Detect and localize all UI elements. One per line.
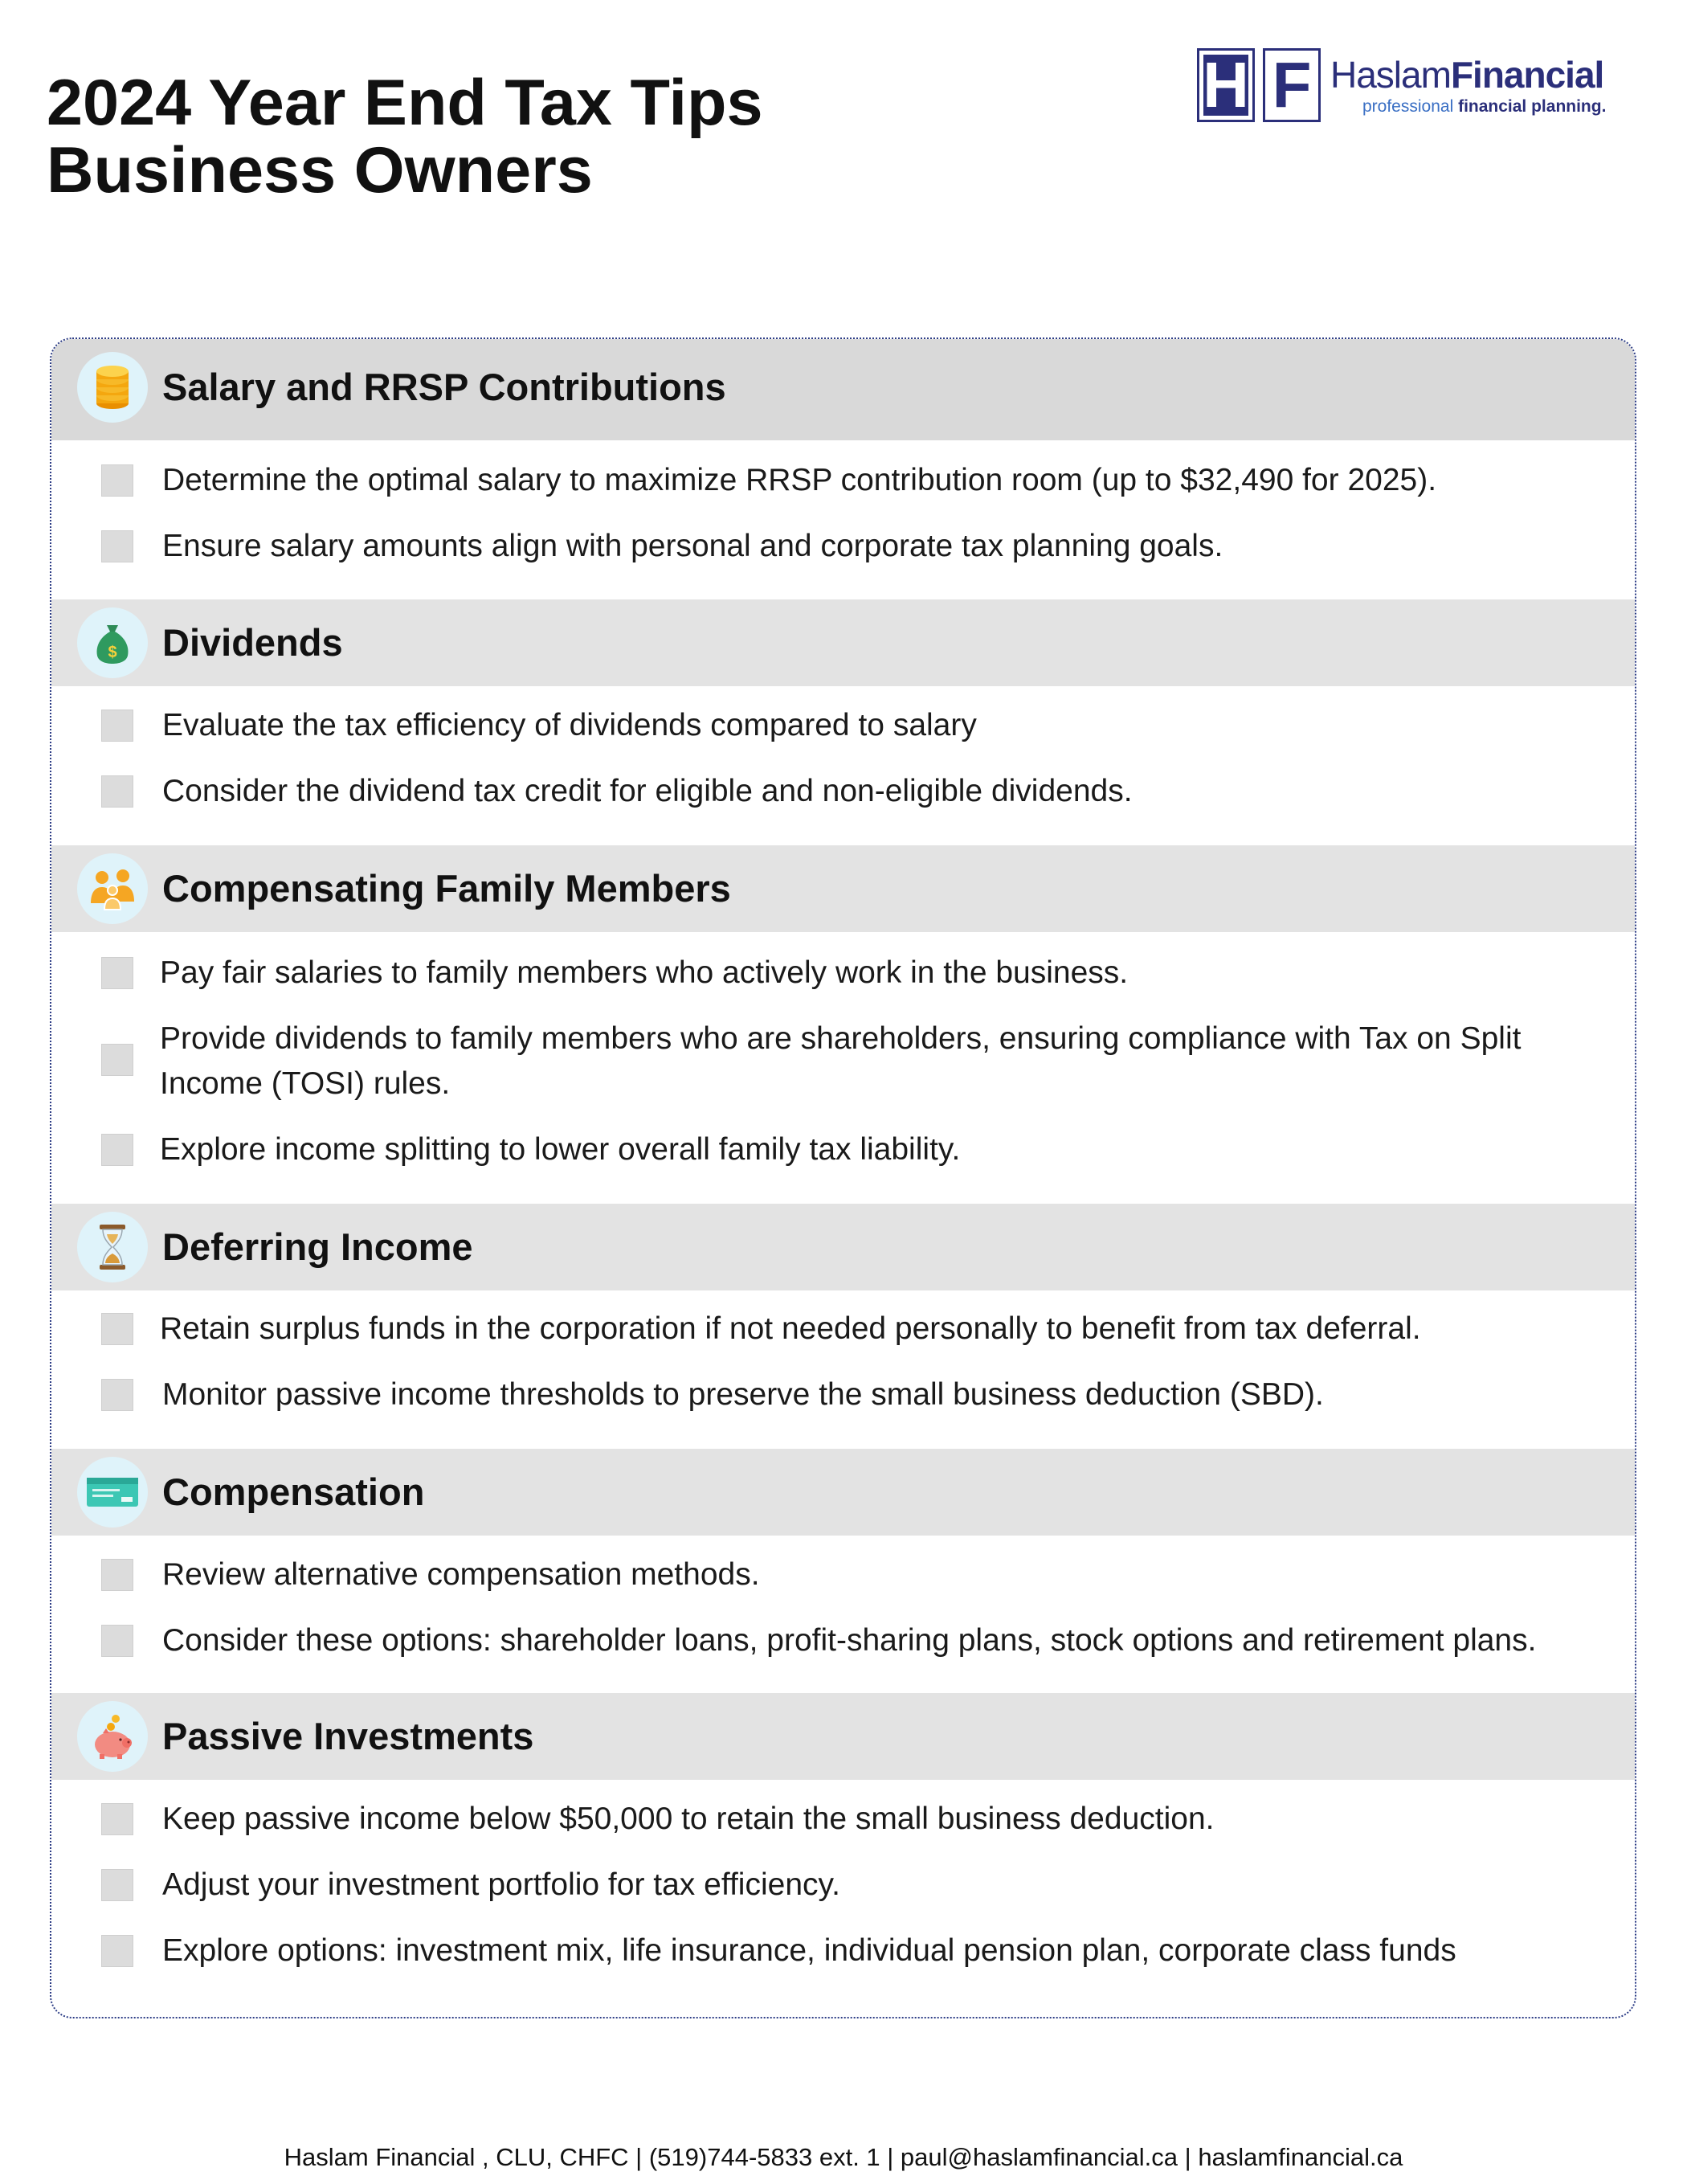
page-title-line1: 2024 Year End Tax Tips	[47, 67, 763, 139]
checklist-item[interactable]	[101, 458, 1603, 503]
checkbox[interactable]	[101, 710, 133, 742]
logo-f-box	[1263, 48, 1321, 122]
checklist-item-text: Adjust your investment portfolio for tax efficiency.	[162, 1867, 840, 1902]
checklist-item[interactable]	[101, 1016, 1603, 1106]
checkbox[interactable]	[101, 1134, 133, 1166]
logo-tagline-part2: financial planning.	[1458, 97, 1607, 116]
checklist-item-text: Review alternative compensation methods.	[162, 1557, 760, 1592]
logo-tagline	[1362, 98, 1606, 115]
checklist-item-text: Evaluate the tax efficiency of dividends compared to salary	[162, 708, 977, 742]
section-header-salary-rrsp	[51, 339, 1635, 440]
checkbox[interactable]	[101, 1803, 133, 1835]
checkbox[interactable]	[101, 1379, 133, 1411]
logo-tagline-part1: professional	[1362, 97, 1454, 116]
checklist-item-text: Consider the dividend tax credit for eligible and non-eligible dividends.	[162, 774, 1133, 808]
section-title-compensation: Compensation	[162, 1470, 425, 1513]
checkbox[interactable]	[101, 1625, 133, 1657]
section-header-family-members	[51, 845, 1635, 932]
checklist-item[interactable]	[101, 1372, 1603, 1417]
checklist-item[interactable]	[101, 1307, 1603, 1352]
checkbox[interactable]	[101, 464, 133, 497]
checklist-item-text: Monitor passive income thresholds to preserve the small business deduction (SBD).	[162, 1377, 1324, 1412]
checkbox[interactable]	[101, 1313, 133, 1345]
checklist-item-text: Provide dividends to family members who are shareholders, ensuring compliance with Tax on Split Income (TOSI) rules.	[160, 1021, 1522, 1101]
checklist-item-text: Ensure salary amounts align with personal and corporate tax planning goals.	[162, 529, 1223, 563]
haslam-financial-logo	[1197, 48, 1615, 129]
checkbox[interactable]	[101, 530, 133, 562]
checkbox[interactable]	[101, 1559, 133, 1591]
checklist-item[interactable]	[101, 703, 1603, 748]
checklist-item[interactable]	[101, 1127, 1603, 1172]
coin-stack-icon	[77, 352, 148, 423]
checklist-item[interactable]	[101, 1797, 1603, 1842]
section-title-passive-investments: Passive Investments	[162, 1715, 534, 1757]
section-title-deferring-income: Deferring Income	[162, 1225, 473, 1268]
section-header-passive-investments	[51, 1693, 1635, 1780]
tax-tips-checklist	[50, 337, 1636, 2018]
checklist-item[interactable]	[101, 769, 1603, 814]
checklist-item-text: Retain surplus funds in the corporation if not needed personally to benefit from tax deferral.	[160, 1311, 1421, 1346]
logo-h-letter: H	[1203, 49, 1249, 121]
checklist-item[interactable]	[101, 951, 1603, 996]
page-title-line2: Business Owners	[47, 134, 593, 207]
checklist-item-text: Consider these options: shareholder loans, profit-sharing plans, stock options and retirement plans.	[162, 1623, 1537, 1658]
cheque-icon	[77, 1457, 148, 1528]
logo-h-box	[1197, 48, 1255, 122]
svg-text:$: $	[108, 644, 117, 661]
checklist-item[interactable]	[101, 1928, 1603, 1973]
checkbox[interactable]	[101, 775, 133, 808]
page-title	[47, 67, 763, 207]
checklist-item-text: Pay fair salaries to family members who actively work in the business.	[160, 955, 1129, 990]
logo-f-letter: F	[1269, 55, 1314, 116]
footer-contact-info: Haslam Financial , CLU, CHFC | (519)744-5833 ext. 1 | paul@haslamfinancial.ca | haslamfinancial.ca	[284, 2143, 1403, 2171]
checkbox[interactable]	[101, 957, 133, 989]
section-header-compensation	[51, 1449, 1635, 1536]
checklist-item[interactable]	[101, 524, 1603, 569]
section-header-dividends	[51, 599, 1635, 686]
logo-name-regular: Haslam	[1330, 54, 1451, 96]
section-title-family-members: Compensating Family Members	[162, 867, 731, 910]
checklist-item-text: Explore income splitting to lower overall family tax liability.	[160, 1132, 961, 1167]
logo-name-bold: Financial	[1450, 54, 1604, 96]
checklist-item-text: Determine the optimal salary to maximize RRSP contribution room (up to $32,490 for 2025).	[162, 463, 1437, 497]
piggy-bank-icon	[77, 1701, 148, 1772]
section-title-salary-rrsp: Salary and RRSP Contributions	[162, 366, 726, 408]
money-bag-icon	[77, 607, 148, 678]
section-title-dividends: Dividends	[162, 621, 343, 664]
checkbox[interactable]	[101, 1935, 133, 1967]
logo-company-name	[1330, 54, 1604, 96]
checkbox[interactable]	[101, 1044, 133, 1076]
checkbox[interactable]	[101, 1869, 133, 1901]
checklist-item-text: Explore options: investment mix, life insurance, individual pension plan, corporate class funds	[162, 1933, 1456, 1968]
checklist-item[interactable]	[101, 1552, 1603, 1597]
family-icon	[77, 853, 148, 924]
hourglass-icon	[77, 1212, 148, 1282]
checklist-item[interactable]	[101, 1863, 1603, 1908]
checklist-item-text: Keep passive income below $50,000 to retain the small business deduction.	[162, 1802, 1215, 1836]
checklist-item[interactable]	[101, 1618, 1603, 1663]
section-header-deferring-income	[51, 1204, 1635, 1290]
